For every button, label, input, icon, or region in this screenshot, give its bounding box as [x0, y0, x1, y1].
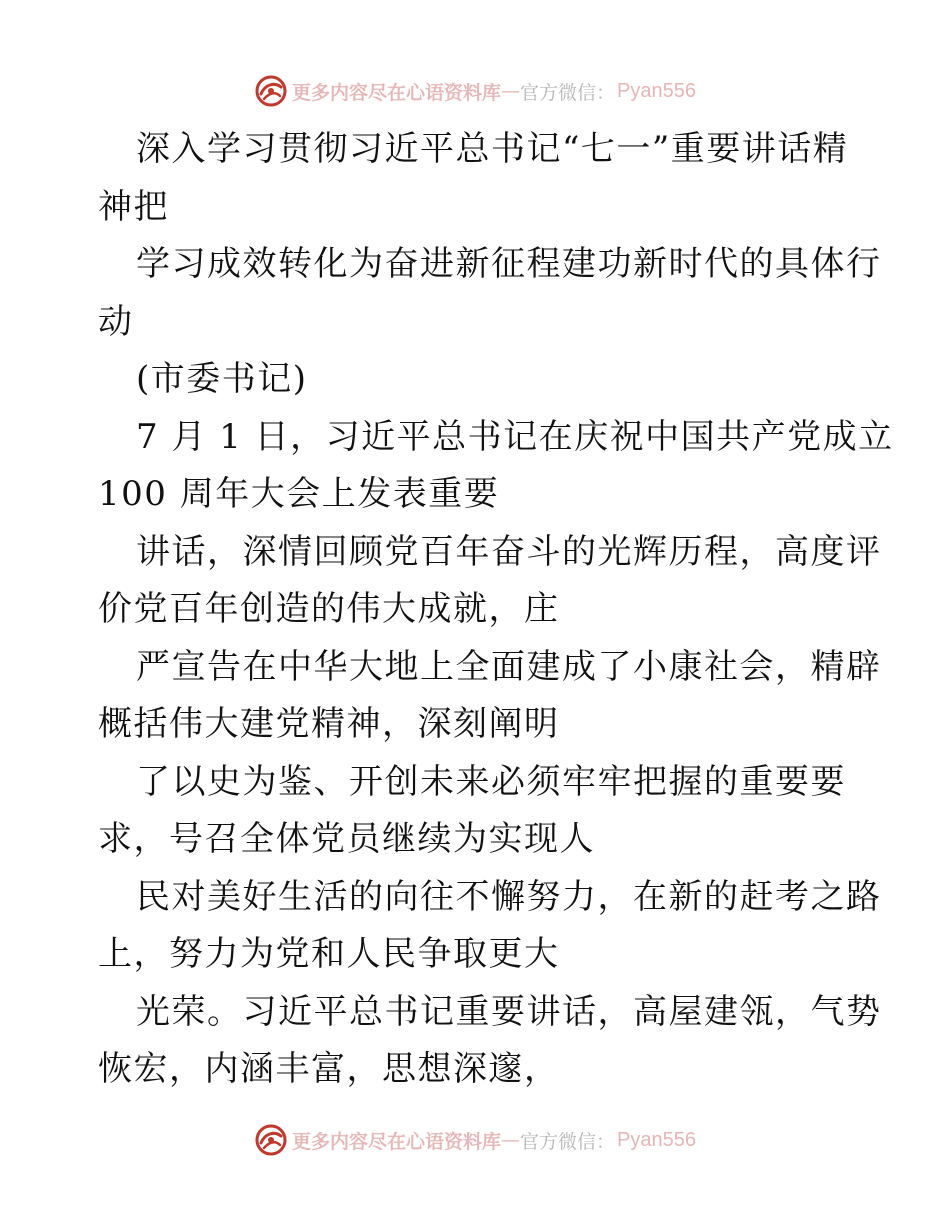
text-line: 学习成效转化为奋进新征程建功新时代的具体行: [136, 244, 882, 284]
text-line: 概括伟大建党精神，深刻阐明: [98, 704, 560, 744]
text-line: 讲话，深情回顾党百年奋斗的光辉历程，高度评: [136, 531, 882, 572]
watermark-separator: —: [501, 1129, 521, 1151]
watermark-separator: —: [501, 80, 521, 102]
text-line: 民对美好生活的向往不懈努力，在新的赶考之路: [136, 876, 882, 917]
document-body: [98, 121, 894, 1099]
text-line: 神把: [98, 186, 169, 227]
watermark-banner-top: [0, 73, 950, 109]
text-line: 100 周年大会上发表重要: [98, 474, 500, 514]
text-line: 动: [98, 301, 134, 342]
text-line: 求，号召全体党员继续为实现人: [98, 819, 595, 859]
watermark-site-text: 更多内容尽在心语资料库: [292, 1130, 502, 1153]
stamp-swirl-logo-icon: [254, 1123, 288, 1157]
text-line: 严宣告在中华大地上全面建成了小康社会，精辟: [136, 646, 882, 687]
watermark-wechat-id: Pyan556: [617, 1128, 696, 1151]
text-line: 了以史为鉴、开创未来必须牢牢把握的重要要: [136, 761, 846, 802]
text-line: (市委书记): [136, 359, 308, 399]
text-line: 光荣。习近平总书记重要讲话，高屋建瓴，气势: [136, 991, 882, 1032]
text-line: 7 月 1 日，习近平总书记在庆祝中国共产党成立: [136, 416, 894, 457]
text-line: 价党百年创造的伟大成就，庄: [98, 589, 560, 629]
watermark-site-text: 更多内容尽在心语资料库: [292, 81, 502, 104]
watermark-wechat-id: Pyan556: [617, 79, 696, 102]
text-line: 恢宏，内涵丰富，思想深邃，: [98, 1049, 560, 1089]
watermark-label: 官方微信：: [520, 81, 616, 104]
text-line: 深入学习贯彻习近平总书记“七一”重要讲话精: [136, 129, 849, 169]
text-line: 上，努力为党和人民争取更大: [98, 934, 560, 974]
watermark-label: 官方微信：: [520, 1130, 616, 1153]
stamp-swirl-logo-icon: [254, 74, 288, 108]
watermark-banner-bottom: [0, 1122, 950, 1158]
